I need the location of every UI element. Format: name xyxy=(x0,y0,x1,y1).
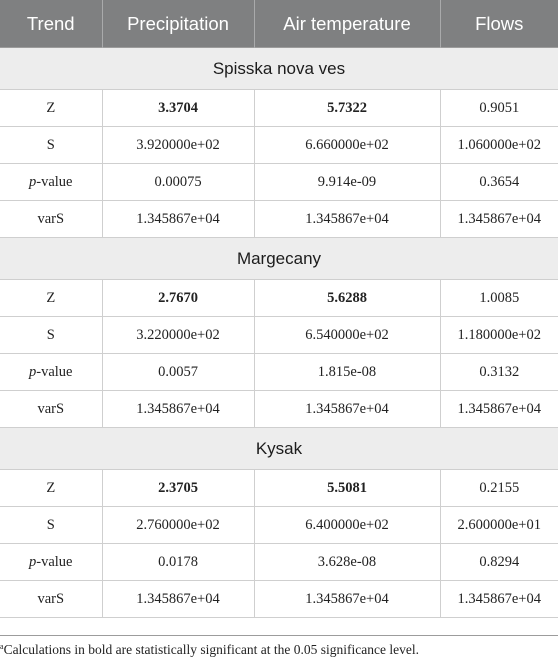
footnote-text: Calculations in bold are statistically significant at the 0.05 significance level. xyxy=(3,642,419,657)
table-row xyxy=(0,317,558,354)
table-cell: 1.345867e+04 xyxy=(254,581,440,618)
row-label: S xyxy=(0,507,102,544)
table-cell: 1.345867e+04 xyxy=(102,201,254,238)
table-cell: 1.345867e+04 xyxy=(102,391,254,428)
row-label: p-value xyxy=(0,544,102,581)
group-row xyxy=(0,428,558,470)
table-cell: 1.345867e+04 xyxy=(254,391,440,428)
table-cell: 0.2155 xyxy=(440,470,558,507)
group-name: Margecany xyxy=(0,238,558,280)
header-flows: Flows xyxy=(440,0,558,48)
table-cell: 6.400000e+02 xyxy=(254,507,440,544)
table-cell: 1.815e-08 xyxy=(254,354,440,391)
table-cell: 2.3705 xyxy=(102,470,254,507)
table-row xyxy=(0,164,558,201)
header-row xyxy=(0,0,558,48)
table-cell: 1.345867e+04 xyxy=(102,581,254,618)
table-cell: 5.7322 xyxy=(254,90,440,127)
table-cell: 0.3132 xyxy=(440,354,558,391)
table-bottom-rule xyxy=(0,635,558,636)
table-row xyxy=(0,581,558,618)
table-cell: 0.9051 xyxy=(440,90,558,127)
header-trend: Trend xyxy=(0,0,102,48)
row-label: p-value xyxy=(0,354,102,391)
table-cell: 5.6288 xyxy=(254,280,440,317)
table-row xyxy=(0,391,558,428)
row-label: varS xyxy=(0,391,102,428)
table-cell: 1.345867e+04 xyxy=(440,581,558,618)
table-cell: 2.760000e+02 xyxy=(102,507,254,544)
table-cell: 5.5081 xyxy=(254,470,440,507)
table-row xyxy=(0,90,558,127)
row-label: varS xyxy=(0,581,102,618)
table-row xyxy=(0,544,558,581)
table-cell: 1.345867e+04 xyxy=(254,201,440,238)
table-cell: 6.540000e+02 xyxy=(254,317,440,354)
table-cell: 1.180000e+02 xyxy=(440,317,558,354)
table-footnote xyxy=(0,642,419,658)
row-label: S xyxy=(0,127,102,164)
table-cell: 0.8294 xyxy=(440,544,558,581)
table-row xyxy=(0,201,558,238)
row-label: Z xyxy=(0,280,102,317)
table-cell: 1.345867e+04 xyxy=(440,391,558,428)
row-label: S xyxy=(0,317,102,354)
table-cell: 3.3704 xyxy=(102,90,254,127)
table-cell: 9.914e-09 xyxy=(254,164,440,201)
row-label: varS xyxy=(0,201,102,238)
row-label: p-value xyxy=(0,164,102,201)
table-cell: 1.0085 xyxy=(440,280,558,317)
table-cell: 3.628e-08 xyxy=(254,544,440,581)
table-row xyxy=(0,127,558,164)
table-cell: 3.220000e+02 xyxy=(102,317,254,354)
group-name: Spisska nova ves xyxy=(0,48,558,90)
table-cell: 0.00075 xyxy=(102,164,254,201)
table-cell: 0.3654 xyxy=(440,164,558,201)
group-name: Kysak xyxy=(0,428,558,470)
group-row xyxy=(0,238,558,280)
table-row xyxy=(0,470,558,507)
table-cell: 0.0057 xyxy=(102,354,254,391)
row-label: Z xyxy=(0,90,102,127)
row-label: Z xyxy=(0,470,102,507)
table-row xyxy=(0,507,558,544)
table-cell: 2.7670 xyxy=(102,280,254,317)
table-cell: 3.920000e+02 xyxy=(102,127,254,164)
table-row xyxy=(0,280,558,317)
footnote-marker: a xyxy=(0,642,4,651)
table-cell: 0.0178 xyxy=(102,544,254,581)
header-precipitation: Precipitation xyxy=(102,0,254,48)
table-cell: 6.660000e+02 xyxy=(254,127,440,164)
table-cell: 1.345867e+04 xyxy=(440,201,558,238)
table-row xyxy=(0,354,558,391)
group-row xyxy=(0,48,558,90)
table-cell: 2.600000e+01 xyxy=(440,507,558,544)
table-cell: 1.060000e+02 xyxy=(440,127,558,164)
header-air-temperature: Air temperature xyxy=(254,0,440,48)
